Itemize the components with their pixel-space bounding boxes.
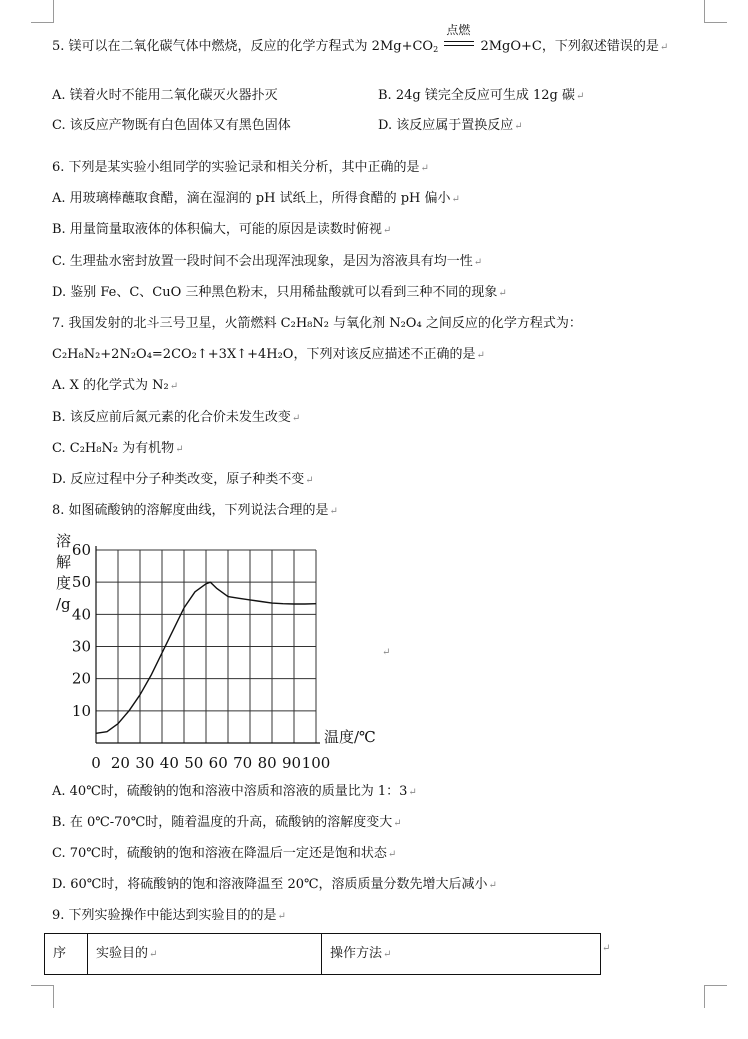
q5-reaction-arrow [444,23,474,56]
q6-option-a: A. 用玻璃棒蘸取食醋，滴在湿润的 pH 试纸上，所得食醋的 pH 偏小↵ [52,191,460,206]
y-tick-label: 30 [71,637,91,656]
q7-option-a: A. X 的化学式为 N₂↵ [52,378,179,393]
y-tick-label: 10 [71,701,91,720]
x-tick-label: 100 [301,754,331,772]
y-tick-label: 40 [71,605,91,624]
q8-option-b: B. 在 0℃-70℃时，随着温度的升高，硫酸钠的溶解度变大↵ [52,815,402,830]
chart-grid [96,550,316,743]
table-header-purpose: 实验目的↵ [96,946,158,961]
y-axis-label-char: 解 [56,553,72,571]
chart-x-axis-label: 温度/℃ [324,728,376,746]
table-header-index: 序 [53,946,67,961]
chart-ticks [72,541,330,772]
q5-option-b: B. 24g 镁完全反应可生成 12g 碳↵ [378,88,585,103]
table-header-method: 操作方法↵ [330,946,392,961]
q5-condition: 点燃 [446,23,471,37]
q5-stem-part-b: ，下列叙述错误的是 [541,39,659,54]
q7-option-c: C. C₂H₈N₂ 为有机物↵ [52,441,184,456]
q6-option-b: B. 用量筒量取液体的体积偏大，可能的原因是读数时俯视↵ [52,222,392,237]
chart-y-axis-label [56,532,71,613]
q5-option-d: D. 该反应属于置换反应↵ [378,118,523,133]
y-axis-label-char: 溶 [56,532,72,550]
q5-subscript: 2 [433,45,439,54]
crop-mark-top-left [31,0,54,23]
q8-option-a: A. 40℃时，硫酸钠的饱和溶液中溶质和溶液的质量比为 1：3↵ [52,784,417,799]
x-tick-label: 40 [159,754,179,772]
q7-option-d: D. 反应过程中分子种类改变，原子种类不变↵ [52,472,314,487]
q6-option-c: C. 生理盐水密封放置一段时间不会出现浑浊现象，是因为溶液具有均一性↵ [52,254,483,269]
x-tick-label: 60 [208,754,228,772]
q5-product: 2MgO+C [480,39,542,54]
y-axis-label-char: /g [56,595,71,613]
q7-equation: C₂H₈N₂+2N₂O₄=2CO₂↑+3X↑+4H₂O，下列对该反应描述不正确的是↵ [52,347,485,362]
crop-mark-bottom-right [704,985,727,1008]
x-tick-label: 80 [257,754,277,772]
x-tick-label: 50 [184,754,204,772]
q7-option-b: B. 该反应前后氮元素的化合价未发生改变↵ [52,410,301,425]
y-tick-label: 20 [71,669,91,688]
q6-stem: 6. 下列是某实验小组同学的实验记录和相关分析，其中正确的是↵ [52,160,429,175]
y-tick-label: 50 [71,573,91,592]
chart-axes [96,546,320,743]
x-tick-label: 90 [282,754,302,772]
q5-stem-part-a: 5. 镁可以在二氧化碳气体中燃烧，反应的化学方程式为 2Mg+CO [52,39,434,54]
q9-table [44,933,601,975]
q5-option-c: C. 该反应产物既有白色固体又有黑色固体 [52,118,291,133]
q9-stem: 9. 下列实验操作中能达到实验目的的是↵ [52,908,286,923]
y-axis-label-char: 度 [56,574,72,592]
q8-option-d: D. 60℃时，将硫酸钠的饱和溶液降温至 20℃，溶质质量分数先增大后减小↵ [52,877,497,892]
crop-mark-top-right [704,0,727,23]
q8-stem: 8. 如图硫酸钠的溶解度曲线，下列说法合理的是↵ [52,503,338,518]
q5-stem: 5. 镁可以在二氧化碳气体中燃烧，反应的化学方程式为 $2Mg+CO_2$ 点燃 2MgO+C，下列叙述错误的是↵ [52,23,669,54]
x-tick-label: 0 [91,754,101,772]
q7-stem: 7. 我国发射的北斗三号卫星，火箭燃料 C₂H₈N₂ 与氧化剂 N₂O₄ 之间反应的化学方程式为： [52,316,582,331]
crop-mark-bottom-left [31,985,54,1008]
solubility-chart [48,528,388,776]
q5-option-a: A. 镁着火时不能用二氧化碳灭火器扑灭 [52,88,278,103]
y-tick-label: 60 [71,541,91,559]
x-tick-label: 20 [110,754,130,772]
x-tick-label: 30 [135,754,155,772]
x-tick-label: 70 [233,754,253,772]
q6-option-d: D. 鉴别 Fe、C、CuO 三种黑色粉末，只用稀盐酸就可以看到三种不同的现象↵ [52,285,507,300]
q8-option-c: C. 70℃时，硫酸钠的饱和溶液在降温后一定还是饱和状态↵ [52,846,397,861]
